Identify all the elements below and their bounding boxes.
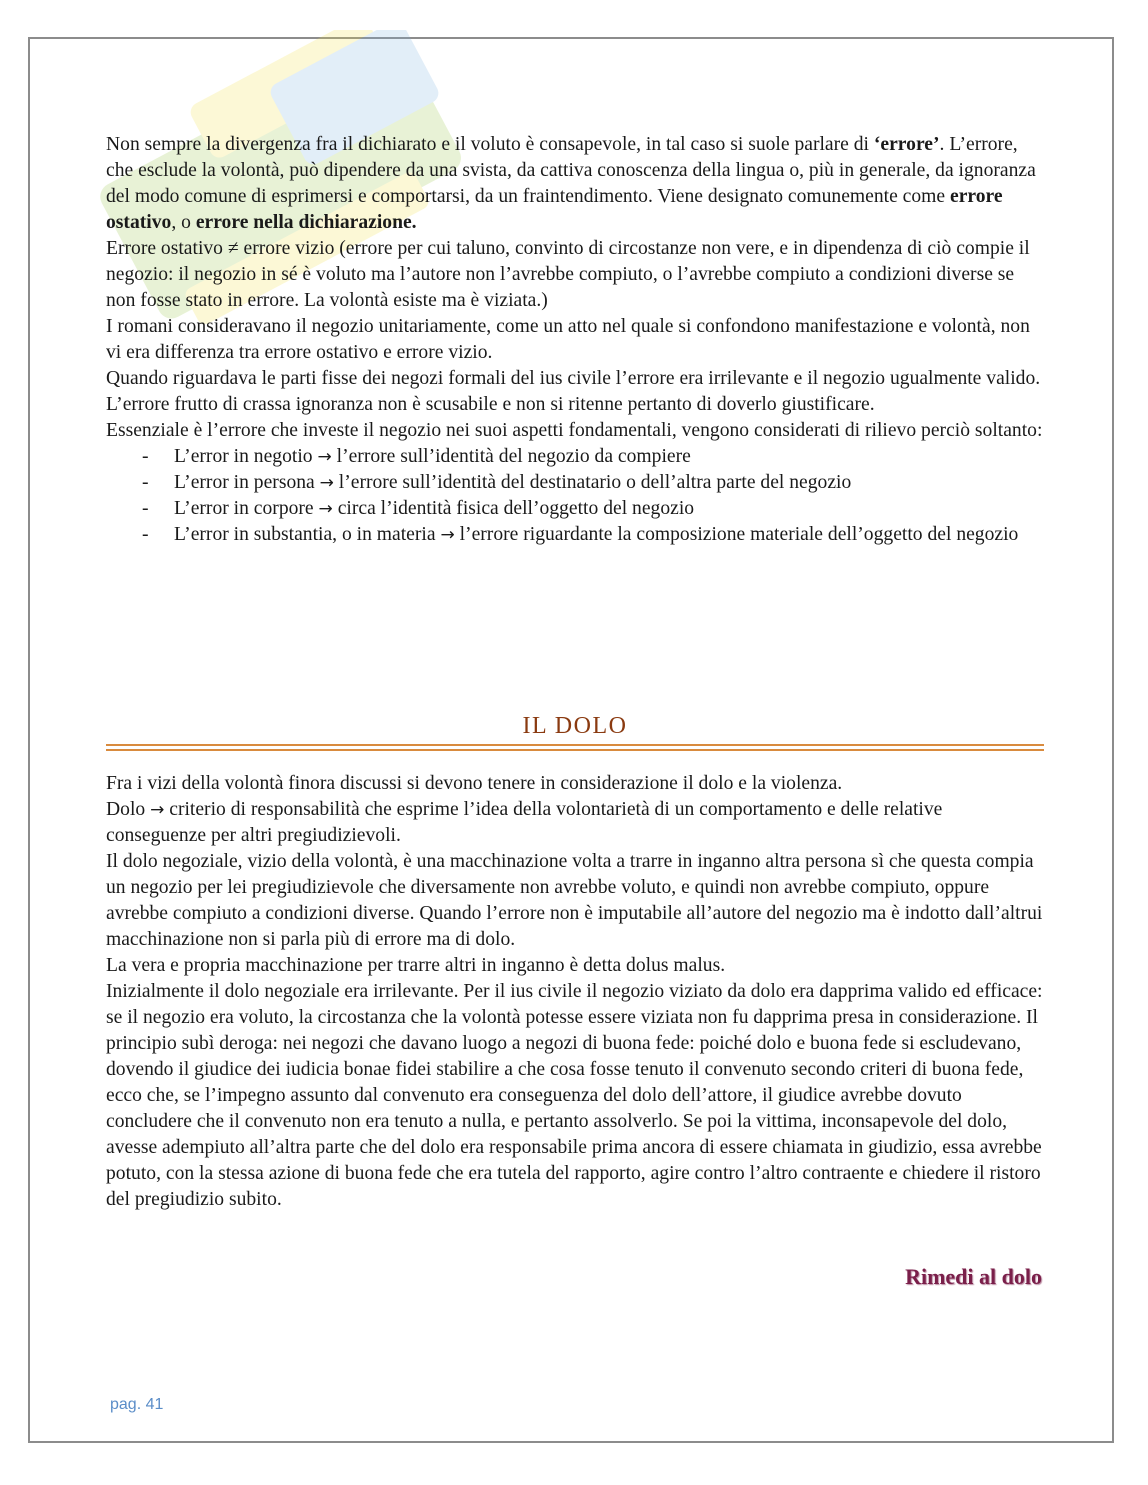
text-span: Non sempre la divergenza fra il dichiarato e il voluto è consapevole, in tal caso si suole parlare di bbox=[106, 134, 874, 155]
list-item-term: L’error in negotio bbox=[174, 446, 313, 467]
dolo-section bbox=[106, 771, 1046, 1213]
text-span: , o bbox=[171, 212, 196, 233]
list-item-term: L’error in substantia, o in materia bbox=[174, 524, 436, 545]
list-item-desc: l’errore sull’identità del destinatario o dell’altra parte del negozio bbox=[338, 472, 852, 493]
term-errore-dichiarazione: errore nella dichiarazione. bbox=[195, 212, 417, 233]
term-errore: ‘errore’ bbox=[873, 134, 940, 155]
list-item bbox=[106, 522, 1046, 548]
arrow-right-icon: → bbox=[440, 525, 455, 545]
intro-section bbox=[106, 132, 1046, 548]
arrow-right-icon: → bbox=[319, 473, 334, 493]
list-item-desc: l’errore riguardante la composizione materiale dell’oggetto del negozio bbox=[459, 524, 1019, 545]
subheading-rimedi: Rimedi al dolo bbox=[905, 1264, 1042, 1289]
paragraph-essenziale: Essenziale è l’errore che investe il negozio nei suoi aspetti fondamentali, vengono considerati di rilievo perciò soltanto: bbox=[106, 420, 1043, 441]
text-span: . L’errore, che esclude la volontà, può dipendere da una svista, da cattiva conoscenza della lingua o, più in generale, da ignoranza del modo comune di esprimersi e comportarsi, da un fraintendimento. Viene designato comunemente come bbox=[106, 134, 1036, 207]
paragraph-inizialmente: Inizialmente il dolo negoziale era irrilevante. Per il ius civile il negozio viziato da dolo era dapprima valido ed efficace: se il negozio era voluto, la circostanza che la volontà potesse essere viziata non fu dapprima presa in considerazione. Il principio subì deroga: nei negozi che davano luogo a negozi di buona fede: poiché dolo e buona fede si escludevano, dovendo il giudice dei iudicia bonae fidei stabilire a che cosa fosse tenuto il convenuto secondo criteri di buona fede, ecco che, se l’impegno assunto dal convenuto era conseguenza del dolo dell’attore, il giudice avrebbe dovuto concludere che il convenuto non era tenuto a nulla, e pertanto assolverlo. Se poi la vittima, inconsapevole del dolo, avesse adempiuto all’altra parte che del dolo era responsabile prima ancora di essere chiamata in giudizio, essa avrebbe potuto, con la stessa azione di buona fede che era tutela del rapporto, agire contro l’altro contraente e chiedere il ristoro del pregiudizio subito. bbox=[106, 981, 1043, 1210]
paragraph-dolo-negoziale: Il dolo negoziale, vizio della volontà, è una macchinazione volta a trarre in inganno altra persona sì che questa compia un negozio per lei pregiudizievole che diversamente non avrebbe voluto, e quindi non avrebbe compiuto, oppure avrebbe compiuto a condizioni diverse. Quando l’errore non è imputabile all’autore del negozio ma è indotto dall’altrui macchinazione non si parla più di errore ma di dolo. bbox=[106, 851, 1043, 950]
arrow-right-icon: → bbox=[150, 800, 165, 820]
paragraph-crassa-ignoranza: L’errore frutto di crassa ignoranza non è scusabile e non si ritenne pertanto di doverlo giustificare. bbox=[106, 394, 875, 415]
list-item bbox=[106, 496, 1046, 522]
heading-divider bbox=[106, 744, 1044, 751]
arrow-right-icon: → bbox=[318, 499, 333, 519]
paragraph-errore-vizio: Errore ostativo ≠ errore vizio (errore per cui taluno, convinto di circostanze non vere, e in dipendenza di ciò compie il negozio: il negozio in sé è voluto ma l’autore non l’avrebbe compiuto, o l’avrebbe compiuto a condizioni diverse se non fosse stato in errore. La volontà esiste ma è viziata.) bbox=[106, 238, 1030, 311]
term-dolo: Dolo bbox=[106, 799, 146, 820]
paragraph-ius-civile: Quando riguardava le parti fisse dei negozi formali del ius civile l’errore era irrilevante e il negozio ugualmente valido. bbox=[106, 368, 1041, 389]
list-item bbox=[106, 470, 1046, 496]
paragraph-dolus-malus: La vera e propria macchinazione per trarre altri in inganno è detta dolus malus. bbox=[106, 955, 726, 976]
error-types-list bbox=[106, 444, 1046, 548]
page-number: pag. 41 bbox=[110, 1396, 164, 1413]
list-dash: - bbox=[142, 524, 149, 545]
list-item-desc: circa l’identità fisica dell’oggetto del negozio bbox=[337, 498, 695, 519]
intro-paragraph-errore bbox=[106, 132, 1046, 236]
list-dash: - bbox=[142, 472, 149, 493]
text-span: criterio di responsabilità che esprime l’idea della volontarietà di un comportamento e delle relative conseguenze per altri pregiudizievoli. bbox=[106, 799, 943, 846]
list-dash: - bbox=[142, 498, 149, 519]
list-item-term: L’error in persona bbox=[174, 472, 315, 493]
list-item-term: L’error in corpore bbox=[174, 498, 314, 519]
paragraph-romani: I romani consideravano il negozio unitariamente, come un atto nel quale si confondono manifestazione e volontà, non vi era differenza tra errore ostativo e errore vizio. bbox=[106, 316, 1030, 363]
term-errore-ostativo: errore ostativo bbox=[106, 186, 1003, 233]
paragraph-dolo-definition bbox=[106, 797, 1046, 849]
list-dash: - bbox=[142, 446, 149, 467]
list-item bbox=[106, 444, 1046, 470]
paragraph-vizi: Fra i vizi della volontà finora discussi si devono tenere in considerazione il dolo e la violenza. bbox=[106, 773, 843, 794]
section-heading-dolo: IL DOLO bbox=[522, 713, 628, 739]
list-item-desc: l’errore sull’identità del negozio da compiere bbox=[336, 446, 691, 467]
arrow-right-icon: → bbox=[317, 447, 332, 467]
